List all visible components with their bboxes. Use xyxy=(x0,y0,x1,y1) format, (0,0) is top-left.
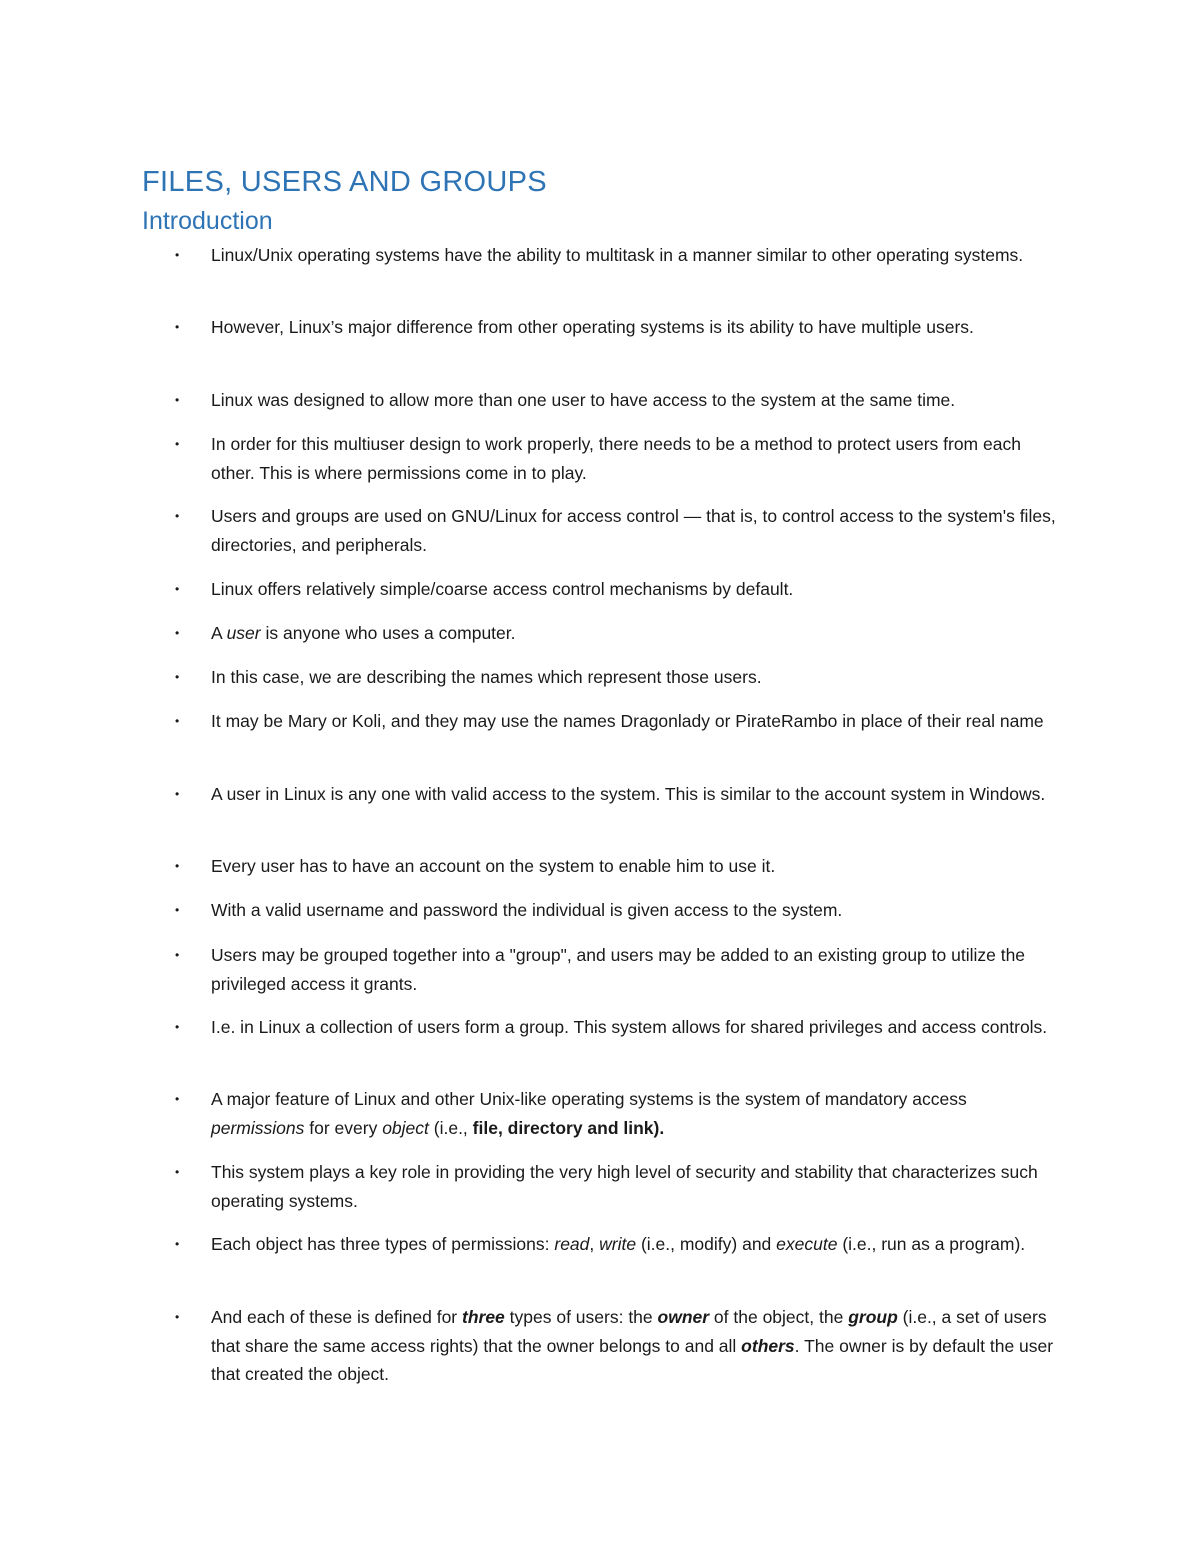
list-item-text: And each of these is defined for three types of users: the owner of the object, the group (i.e., a set of users that share the same access rights) that the owner belongs to and all others. The owner is by default the user that created the object. xyxy=(211,1307,1054,1384)
list-item-text: It may be Mary or Koli, and they may use the names Dragonlady or PirateRambo in place of their real name xyxy=(211,711,1044,731)
bullet-icon: • xyxy=(175,1092,180,1106)
list-item-text: Linux/Unix operating systems have the ability to multitask in a manner similar to other operating systems. xyxy=(211,245,1024,265)
list-item-text: Users and groups are used on GNU/Linux for access control — that is, to control access to the system's files, directories, and peripherals. xyxy=(211,506,1056,555)
list-item-text: I.e. in Linux a collection of users form a group. This system allows for shared privileges and access controls. xyxy=(211,1017,1048,1037)
bullet-icon: • xyxy=(175,393,180,407)
list-item-text: In order for this multiuser design to work properly, there needs to be a method to protect users from each other. This is where permissions come in to play. xyxy=(211,434,1021,483)
bullet-icon: • xyxy=(175,903,180,917)
list-item-text: A user in Linux is any one with valid access to the system. This is similar to the account system in Windows. xyxy=(211,784,1046,804)
bullet-icon: • xyxy=(175,1237,180,1251)
bullet-icon: • xyxy=(175,1310,180,1324)
bullet-icon: • xyxy=(175,1165,180,1179)
list-item-text: Users may be grouped together into a "group", and users may be added to an existing group to utilize the privileged access it grants. xyxy=(211,945,1026,994)
list-item-text: A major feature of Linux and other Unix-like operating systems is the system of mandatory access permissions for every object (i.e., file, directory and link). xyxy=(211,1089,967,1138)
bullet-icon: • xyxy=(175,948,180,962)
section-heading-introduction: Introduction xyxy=(142,207,273,235)
document-title: FILES, USERS AND GROUPS xyxy=(142,166,547,198)
bullet-icon: • xyxy=(175,320,180,334)
list-item-text: Linux was designed to allow more than one user to have access to the system at the same time. xyxy=(211,390,956,410)
list-item-text: A user is anyone who uses a computer. xyxy=(211,623,516,643)
list-item-text: Every user has to have an account on the system to enable him to use it. xyxy=(211,856,776,876)
bullet-icon: • xyxy=(175,248,180,262)
list-item-text: This system plays a key role in providing the very high level of security and stability that characterizes such operating systems. xyxy=(211,1162,1038,1211)
bullet-icon: • xyxy=(175,787,180,801)
bullet-icon: • xyxy=(175,670,180,684)
bullet-icon: • xyxy=(175,582,180,596)
bullet-icon: • xyxy=(175,509,180,523)
list-item-text: Each object has three types of permissions: read, write (i.e., modify) and execute (i.e., run as a program). xyxy=(211,1234,1026,1254)
list-item-text: However, Linux’s major difference from other operating systems is its ability to have multiple users. xyxy=(211,317,974,337)
bullet-icon: • xyxy=(175,626,180,640)
bullet-icon: • xyxy=(175,437,180,451)
bullet-icon: • xyxy=(175,1020,180,1034)
list-item-text: With a valid username and password the individual is given access to the system. xyxy=(211,900,843,920)
list-item-text: Linux offers relatively simple/coarse access control mechanisms by default. xyxy=(211,579,794,599)
bullet-icon: • xyxy=(175,859,180,873)
list-item-text: In this case, we are describing the names which represent those users. xyxy=(211,667,762,687)
bullet-icon: • xyxy=(175,714,180,728)
